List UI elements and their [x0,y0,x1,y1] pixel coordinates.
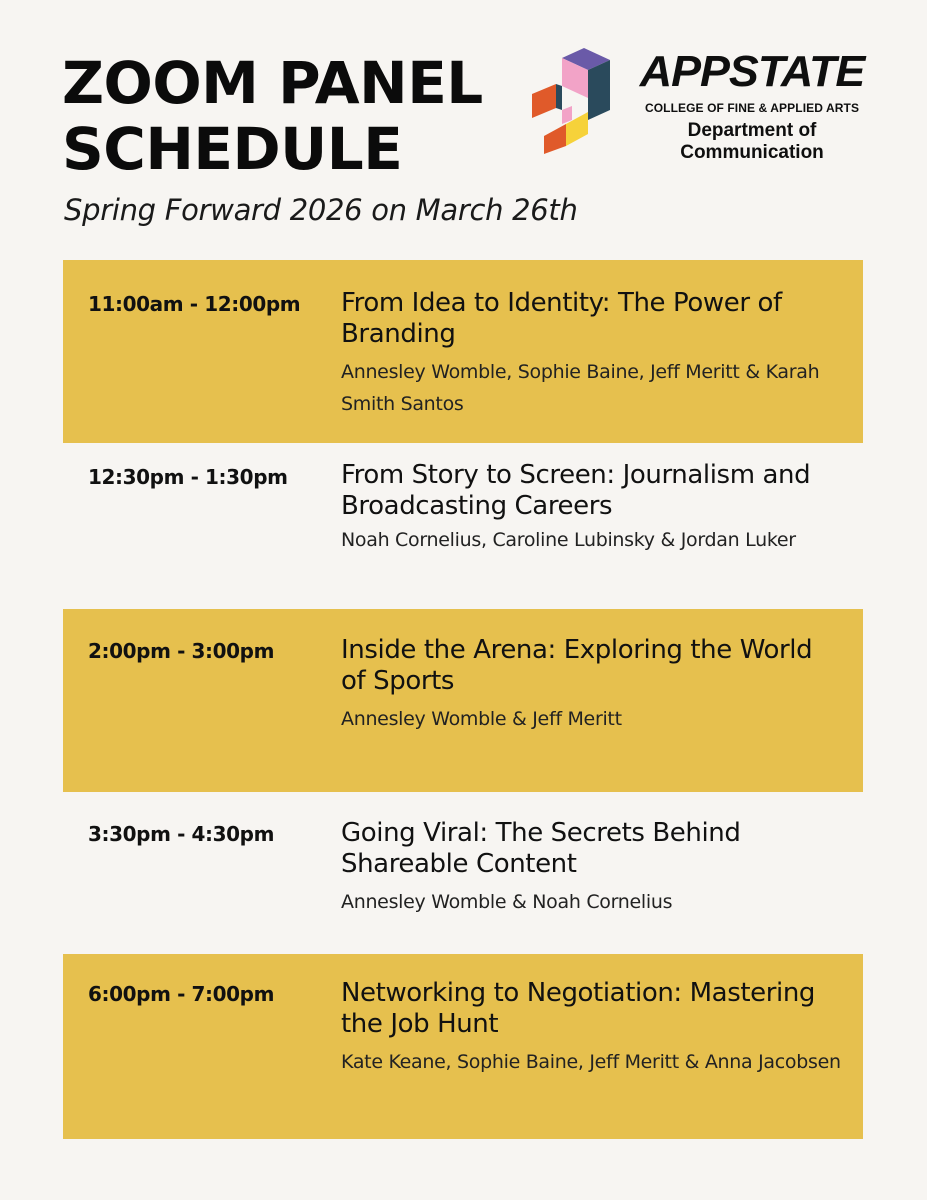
brand-department [632,120,872,164]
title-line-2: SCHEDULE [62,115,403,183]
session-row [63,260,863,443]
page-title [62,50,483,182]
session-title: Networking to Negotiation: Mastering the Job Hunt [341,978,816,1039]
page-subtitle: Spring Forward 2026 on March 26th [64,193,578,227]
session-row [63,609,863,792]
session-time: 2:00pm - 3:00pm [88,639,275,663]
session-panelists: Noah Cornelius, Caroline Lubinsky & Jordan Luker [341,529,796,551]
session-row [63,954,863,1139]
brand-college: COLLEGE OF FINE & APPLIED ARTS [644,101,860,115]
session-panelists: Kate Keane, Sophie Baine, Jeff Meritt & Anna Jacobsen [341,1051,841,1073]
session-info [341,288,841,420]
appstate-logo-icon [532,48,614,154]
session-row [63,792,863,954]
header [0,0,927,250]
session-info [341,978,841,1078]
session-title: Inside the Arena: Exploring the World of Sports [341,635,813,696]
session-time: 12:30pm - 1:30pm [88,465,288,489]
session-panelists: Annesley Womble & Jeff Meritt [341,708,622,730]
session-info [341,635,841,735]
session-list [63,260,863,1139]
title-line-1: ZOOM PANEL [62,49,483,117]
brand-name: APPSTATE [639,47,865,96]
session-title: Going Viral: The Secrets Behind Shareable Content [341,818,741,879]
brand-department-line-2: Communication [680,142,824,163]
session-row [63,443,863,609]
brand-department-line-1: Department of [687,120,817,141]
session-panelists: Annesley Womble, Sophie Baine, Jeff Meritt & Karah Smith Santos [341,361,820,415]
session-time: 11:00am - 12:00pm [88,292,301,316]
session-time: 6:00pm - 7:00pm [88,982,275,1006]
session-title: From Story to Screen: Journalism and Broadcasting Careers [341,460,811,521]
session-panelists: Annesley Womble & Noah Cornelius [341,891,673,913]
session-info [341,818,841,918]
session-title: From Idea to Identity: The Power of Branding [341,288,782,349]
department-brand [632,48,872,164]
session-info [341,460,841,556]
session-time: 3:30pm - 4:30pm [88,822,275,846]
